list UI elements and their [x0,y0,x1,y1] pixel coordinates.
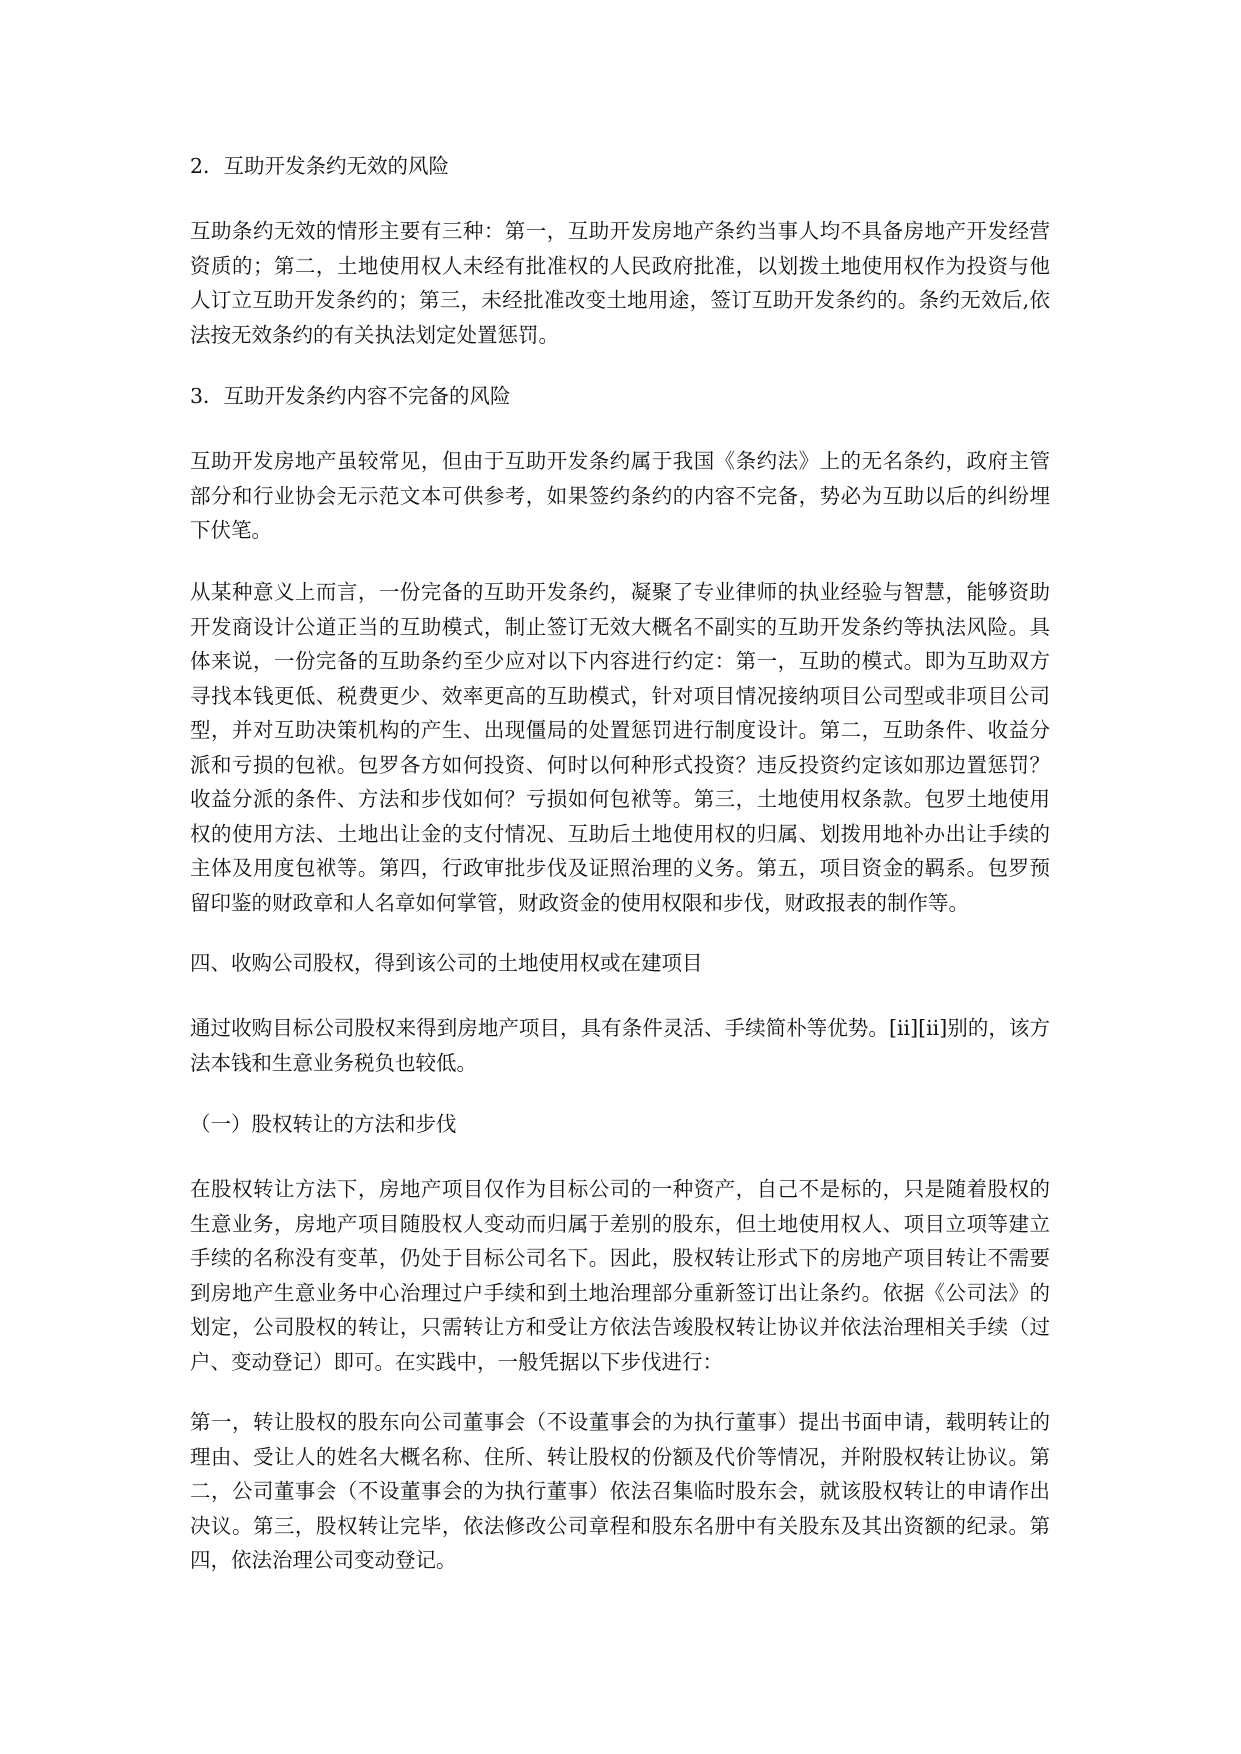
paragraph-equity-transfer-method: 在股权转让方法下，房地产项目仅作为目标公司的一种资产，自己不是标的，只是随着股权的生意业务，房地产项目随股权人变动而归属于差别的股东，但土地使用权人、项目立项等建立手续的名称没有变革，仍处于目标公司名下。因此，股权转让形式下的房地产项目转让不需要到房地产生意业务中心治理过户手续和到土地治理部分重新签订出让条约。依据《公司法》的划定，公司股权的转让，只需转让方和受让方依法告竣股权转让协议并依法治理相关手续（过户、变动登记）即可。在实践中，一般凭据以下步伐进行： [190,1177,1050,1374]
section-heading-2: 2．互助开发条约无效的风险 [190,154,450,178]
paragraph-equity-acquisition: 通过收购目标公司股权来得到房地产项目，具有条件灵活、手续简朴等优势。[ii][ii]别的，该方法本钱和生意业务税负也较低。 [190,1016,1050,1075]
paragraph-equity-transfer-steps: 第一，转让股权的股东向公司董事会（不设董事会的为执行董事）提出书面申请，载明转让的理由、受让人的姓名大概名称、住所、转让股权的份额及代价等情况，并附股权转让协议。第二，公司董事会（不设董事会的为执行董事）依法召集临时股东会，就该股权转让的申请作出决议。第三，股权转让完毕，依法修改公司章程和股东名册中有关股东及其出资额的纪录。第四，依法治理公司变动登记。 [190,1410,1050,1572]
paragraph-complete-contract-content: 从某种意义上而言，一份完备的互助开发条约，凝聚了专业律师的执业经验与智慧，能够资助开发商设计公道正当的互助模式，制止签订无效大概名不副实的互助开发条约等执法风险。具体来说，一份完备的互助条约至少应对以下内容进行约定：第一，互助的模式。即为互助双方寻找本钱更低、税费更少、效率更高的互助模式，针对项目情况接纳项目公司型或非项目公司型，并对互助决策机构的产生、出现僵局的处置惩罚进行制度设计。第二，互助条件、收益分派和亏损的包袱。包罗各方如何投资、何时以何种形式投资？违反投资约定该如那边置惩罚？收益分派的条件、方法和步伐如何？亏损如何包袱等。第三，土地使用权条款。包罗土地使用权的使用方法、土地出让金的支付情况、互助后土地使用权的归属、划拨用地补办出让手续的主体及用度包袱等。第四，行政审批步伐及证照治理的义务。第五，项目资金的羁系。包罗预留印鉴的财政章和人名章如何掌管，财政资金的使用权限和步伐，财政报表的制作等。 [190,580,1050,915]
paragraph-invalid-contract-risk: 互助条约无效的情形主要有三种：第一，互助开发房地产条约当事人均不具备房地产开发经营资质的；第二，土地使用权人未经有批准权的人民政府批准，以划拨土地使用权作为投资与他人订立互助开发条约的；第三，未经批准改变土地用途，签订互助开发条约的。条约无效后,依法按无效条约的有关执法划定处置惩罚。 [190,219,1050,347]
section-heading-4: 四、收购公司股权，得到该公司的土地使用权或在建项目 [190,951,703,975]
paragraph-incomplete-contract: 互助开发房地产虽较常见，但由于互助开发条约属于我国《条约法》上的无名条约，政府主管部分和行业协会无示范文本可供参考，如果签约条约的内容不完备，势必为互助以后的纠纷埋下伏笔。 [190,449,1050,542]
section-heading-3: 3．互助开发条约内容不完备的风险 [190,384,511,408]
subsection-heading-4-1: （一）股权转让的方法和步伐 [190,1112,457,1136]
